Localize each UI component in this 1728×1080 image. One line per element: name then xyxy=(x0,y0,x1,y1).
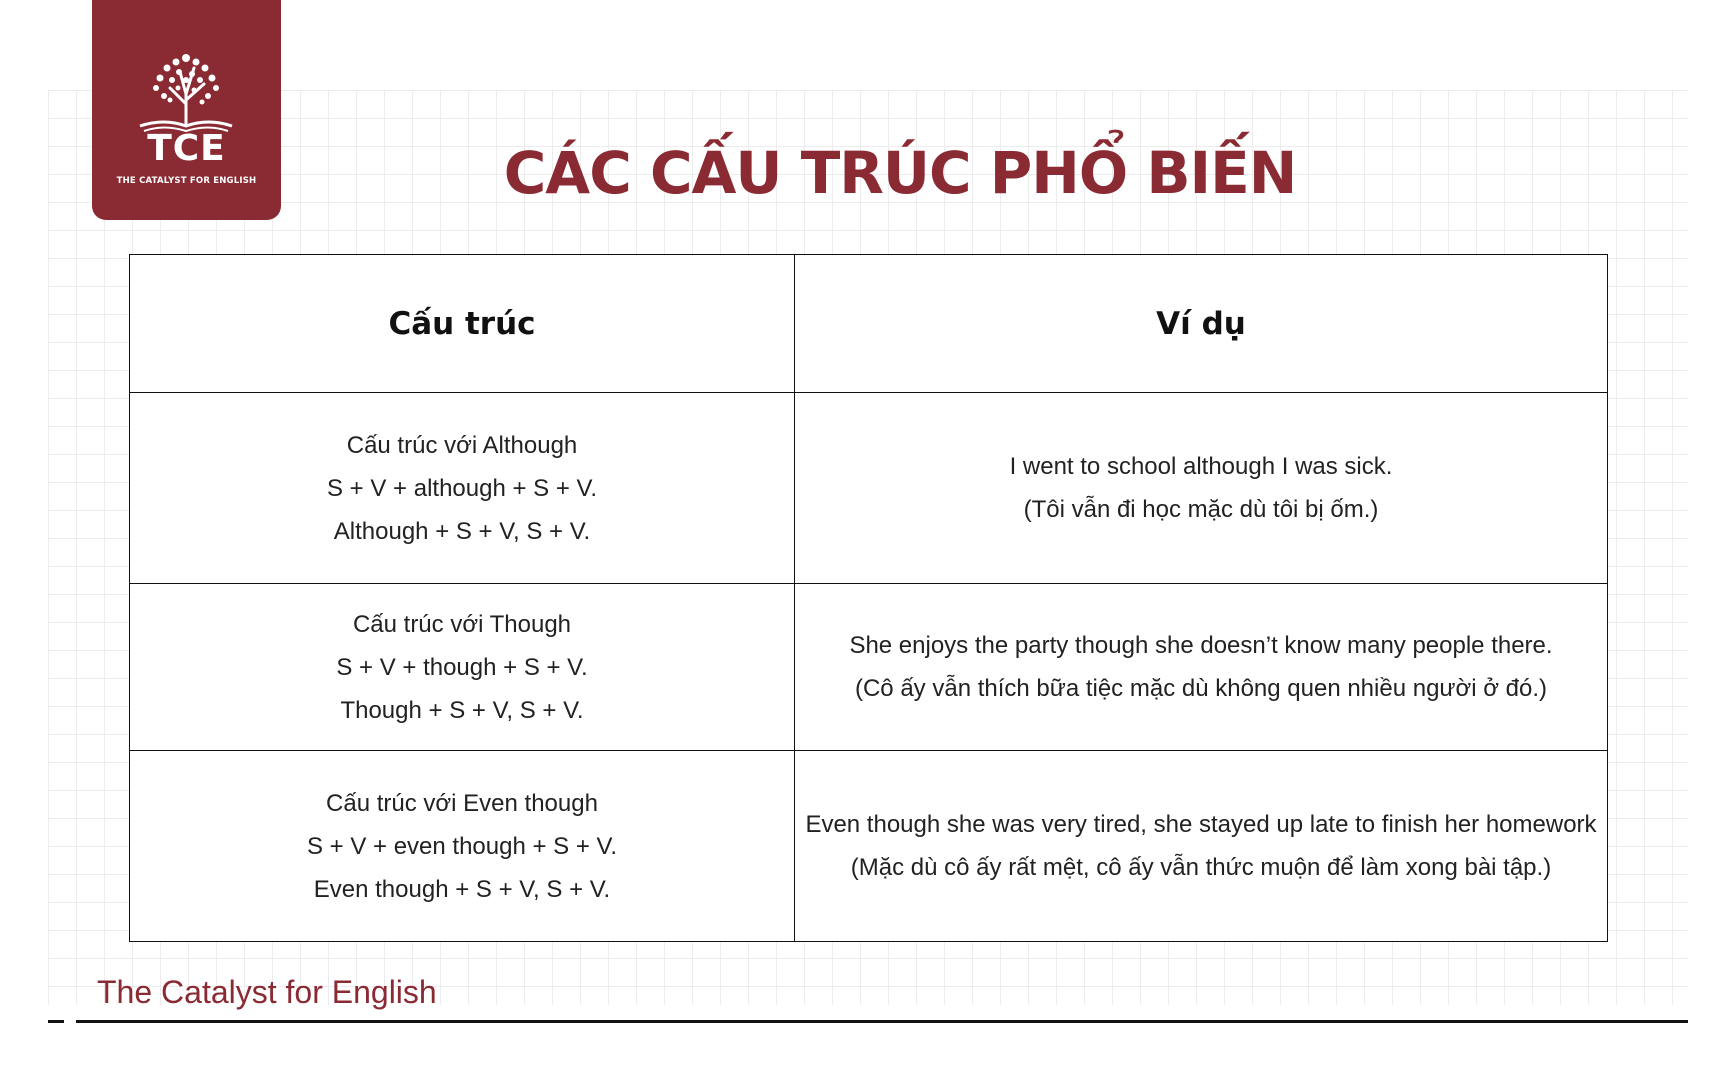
example-cell xyxy=(795,751,1608,942)
example-sentence: Even though she was very tired, she stayed up late to finish her homework xyxy=(805,811,1597,838)
structure-form: S + V + even though + S + V. xyxy=(306,832,618,860)
structure-cell xyxy=(130,393,795,584)
example-cell xyxy=(795,584,1608,751)
structures-table xyxy=(129,254,1608,942)
table-row xyxy=(130,751,1608,942)
table-row xyxy=(130,393,1608,584)
example-translation: (Tôi vẫn đi học mặc dù tôi bị ốm.) xyxy=(1023,496,1379,523)
footer-divider xyxy=(76,1020,1688,1023)
header-example: Ví dụ xyxy=(795,255,1608,393)
structure-form: S + V + although + S + V. xyxy=(327,474,597,502)
logo-tagline: THE CATALYST FOR ENGLISH xyxy=(116,176,257,186)
example-translation: (Mặc dù cô ấy rất mệt, cô ấy vẫn thức muộn để làm xong bài tập.) xyxy=(850,854,1552,881)
header-structure: Cấu trúc xyxy=(130,255,795,393)
table-header-row xyxy=(130,255,1608,393)
example-cell xyxy=(795,393,1608,584)
logo[interactable] xyxy=(92,0,281,220)
example-translation: (Cô ấy vẫn thích bữa tiệc mặc dù không quen nhiều người ở đó.) xyxy=(854,675,1547,702)
example-sentence: She enjoys the party though she doesn’t know many people there. xyxy=(849,632,1553,659)
structure-name: Cấu trúc với Even though xyxy=(326,789,598,817)
structure-form: Even though + S + V, S + V. xyxy=(313,875,611,903)
structure-form: Though + S + V, S + V. xyxy=(340,696,584,724)
structure-name: Cấu trúc với Though xyxy=(352,610,572,638)
structure-cell xyxy=(130,751,795,942)
footer-divider-dash xyxy=(48,1020,64,1023)
footer-brand: The Catalyst for English xyxy=(97,974,437,1010)
structure-name: Cấu trúc với Although xyxy=(346,431,578,459)
structure-form: S + V + though + S + V. xyxy=(336,653,588,681)
page-title: CÁC CẤU TRÚC PHỔ BIẾN xyxy=(503,139,1297,207)
logo-title: TCE xyxy=(147,128,226,169)
structure-cell xyxy=(130,584,795,751)
table-row xyxy=(130,584,1608,751)
tree-on-book-icon xyxy=(134,48,239,133)
example-sentence: I went to school although I was sick. xyxy=(1009,453,1393,480)
structure-form: Although + S + V, S + V. xyxy=(333,517,591,545)
